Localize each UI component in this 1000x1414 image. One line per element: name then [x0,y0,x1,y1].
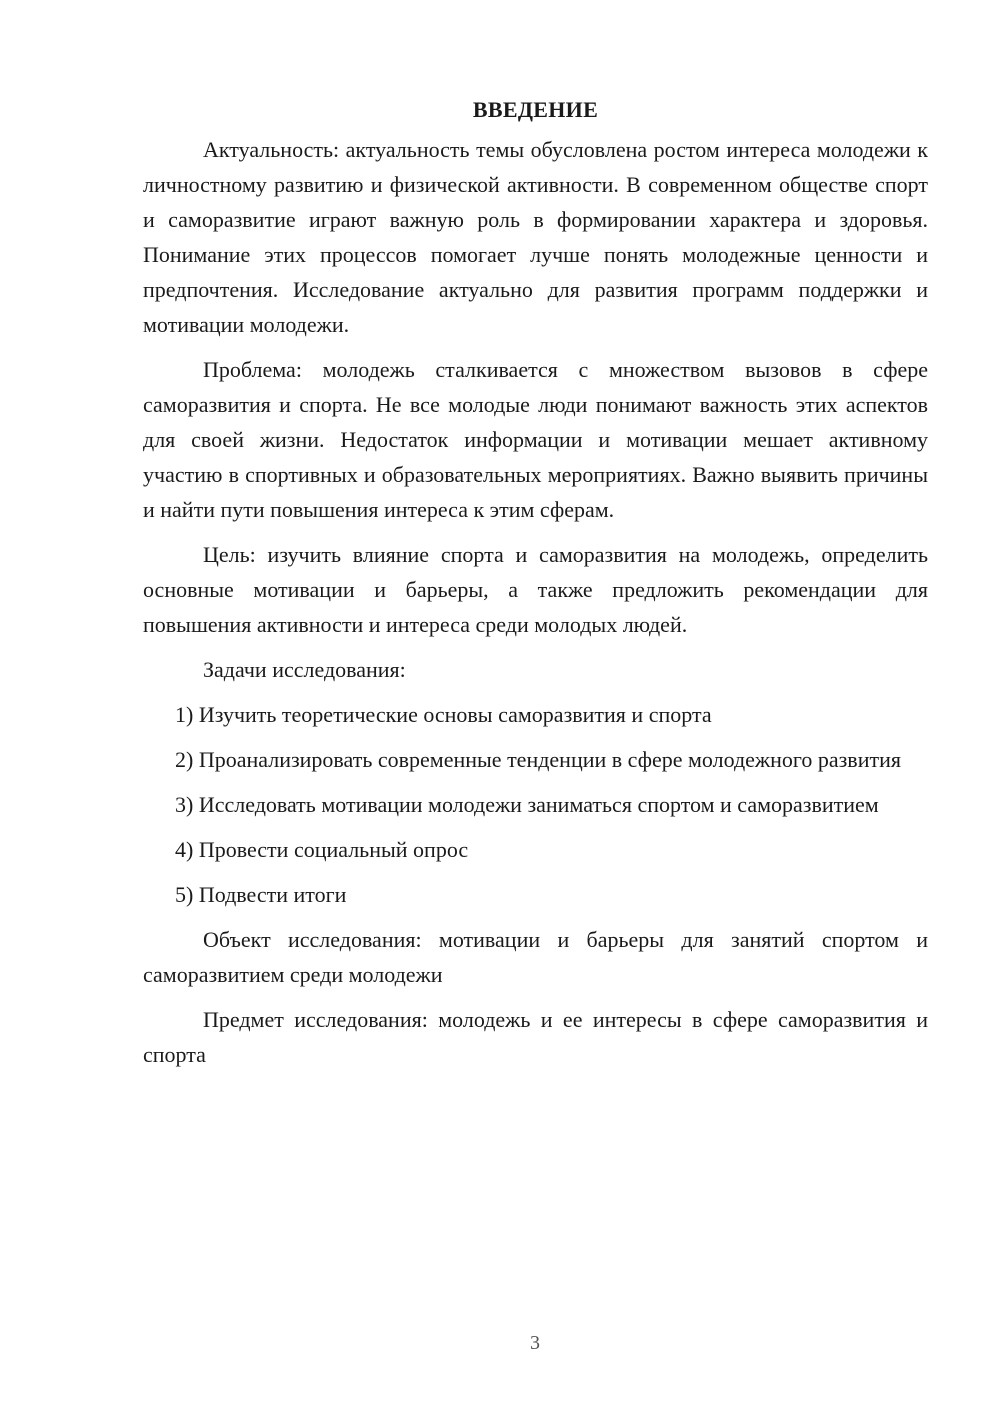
paragraph-tasks-intro: Задачи исследования: [203,657,406,682]
task-item-1: 1) Изучить теоретические основы саморазвития и спорта [175,702,712,727]
task-item-5: 5) Подвести итоги [175,882,347,907]
paragraph-subject: Предмет исследования: молодежь и ее интересы в сфере саморазвития и спорта [143,1007,928,1067]
document-page [143,96,928,1082]
task-item-3: 3) Исследовать мотивации молодежи заниматься спортом и саморазвитием [175,792,879,817]
paragraph-problem: Проблема: молодежь сталкивается с множеством вызовов в сфере саморазвития и спорта. Не все молодые люди понимают важность этих аспектов для своей жизни. Недостаток информации и мотивации мешает активному участию в спортивных и образовательных мероприятиях. Важно выявить причины и найти пути повышения интереса к этим сферам. [143,357,928,522]
task-item-4: 4) Провести социальный опрос [175,837,469,862]
paragraph-object: Объект исследования: мотивации и барьеры для занятий спортом и саморазвитием среди молодежи [143,927,928,987]
paragraph-goal: Цель: изучить влияние спорта и саморазвития на молодежь, определить основные мотивации и барьеры, а также предложить рекомендации для повышения активности и интереса среди молодых людей. [143,542,928,637]
page-number: 3 [530,1332,540,1354]
task-item-2: 2) Проанализировать современные тенденции в сфере молодежного развития [175,747,901,772]
paragraph-relevance: Актуальность: актуальность темы обусловлена ростом интереса молодежи к личностному развитию и физической активности. В современном обществе спорт и саморазвитие играют важную роль в формировании характера и здоровья. Понимание этих процессов помогает лучше понять молодежные ценности и предпочтения. Исследование актуально для развития программ поддержки и мотивации молодежи. [143,137,928,337]
section-heading: ВВЕДЕНИЕ [472,97,599,122]
